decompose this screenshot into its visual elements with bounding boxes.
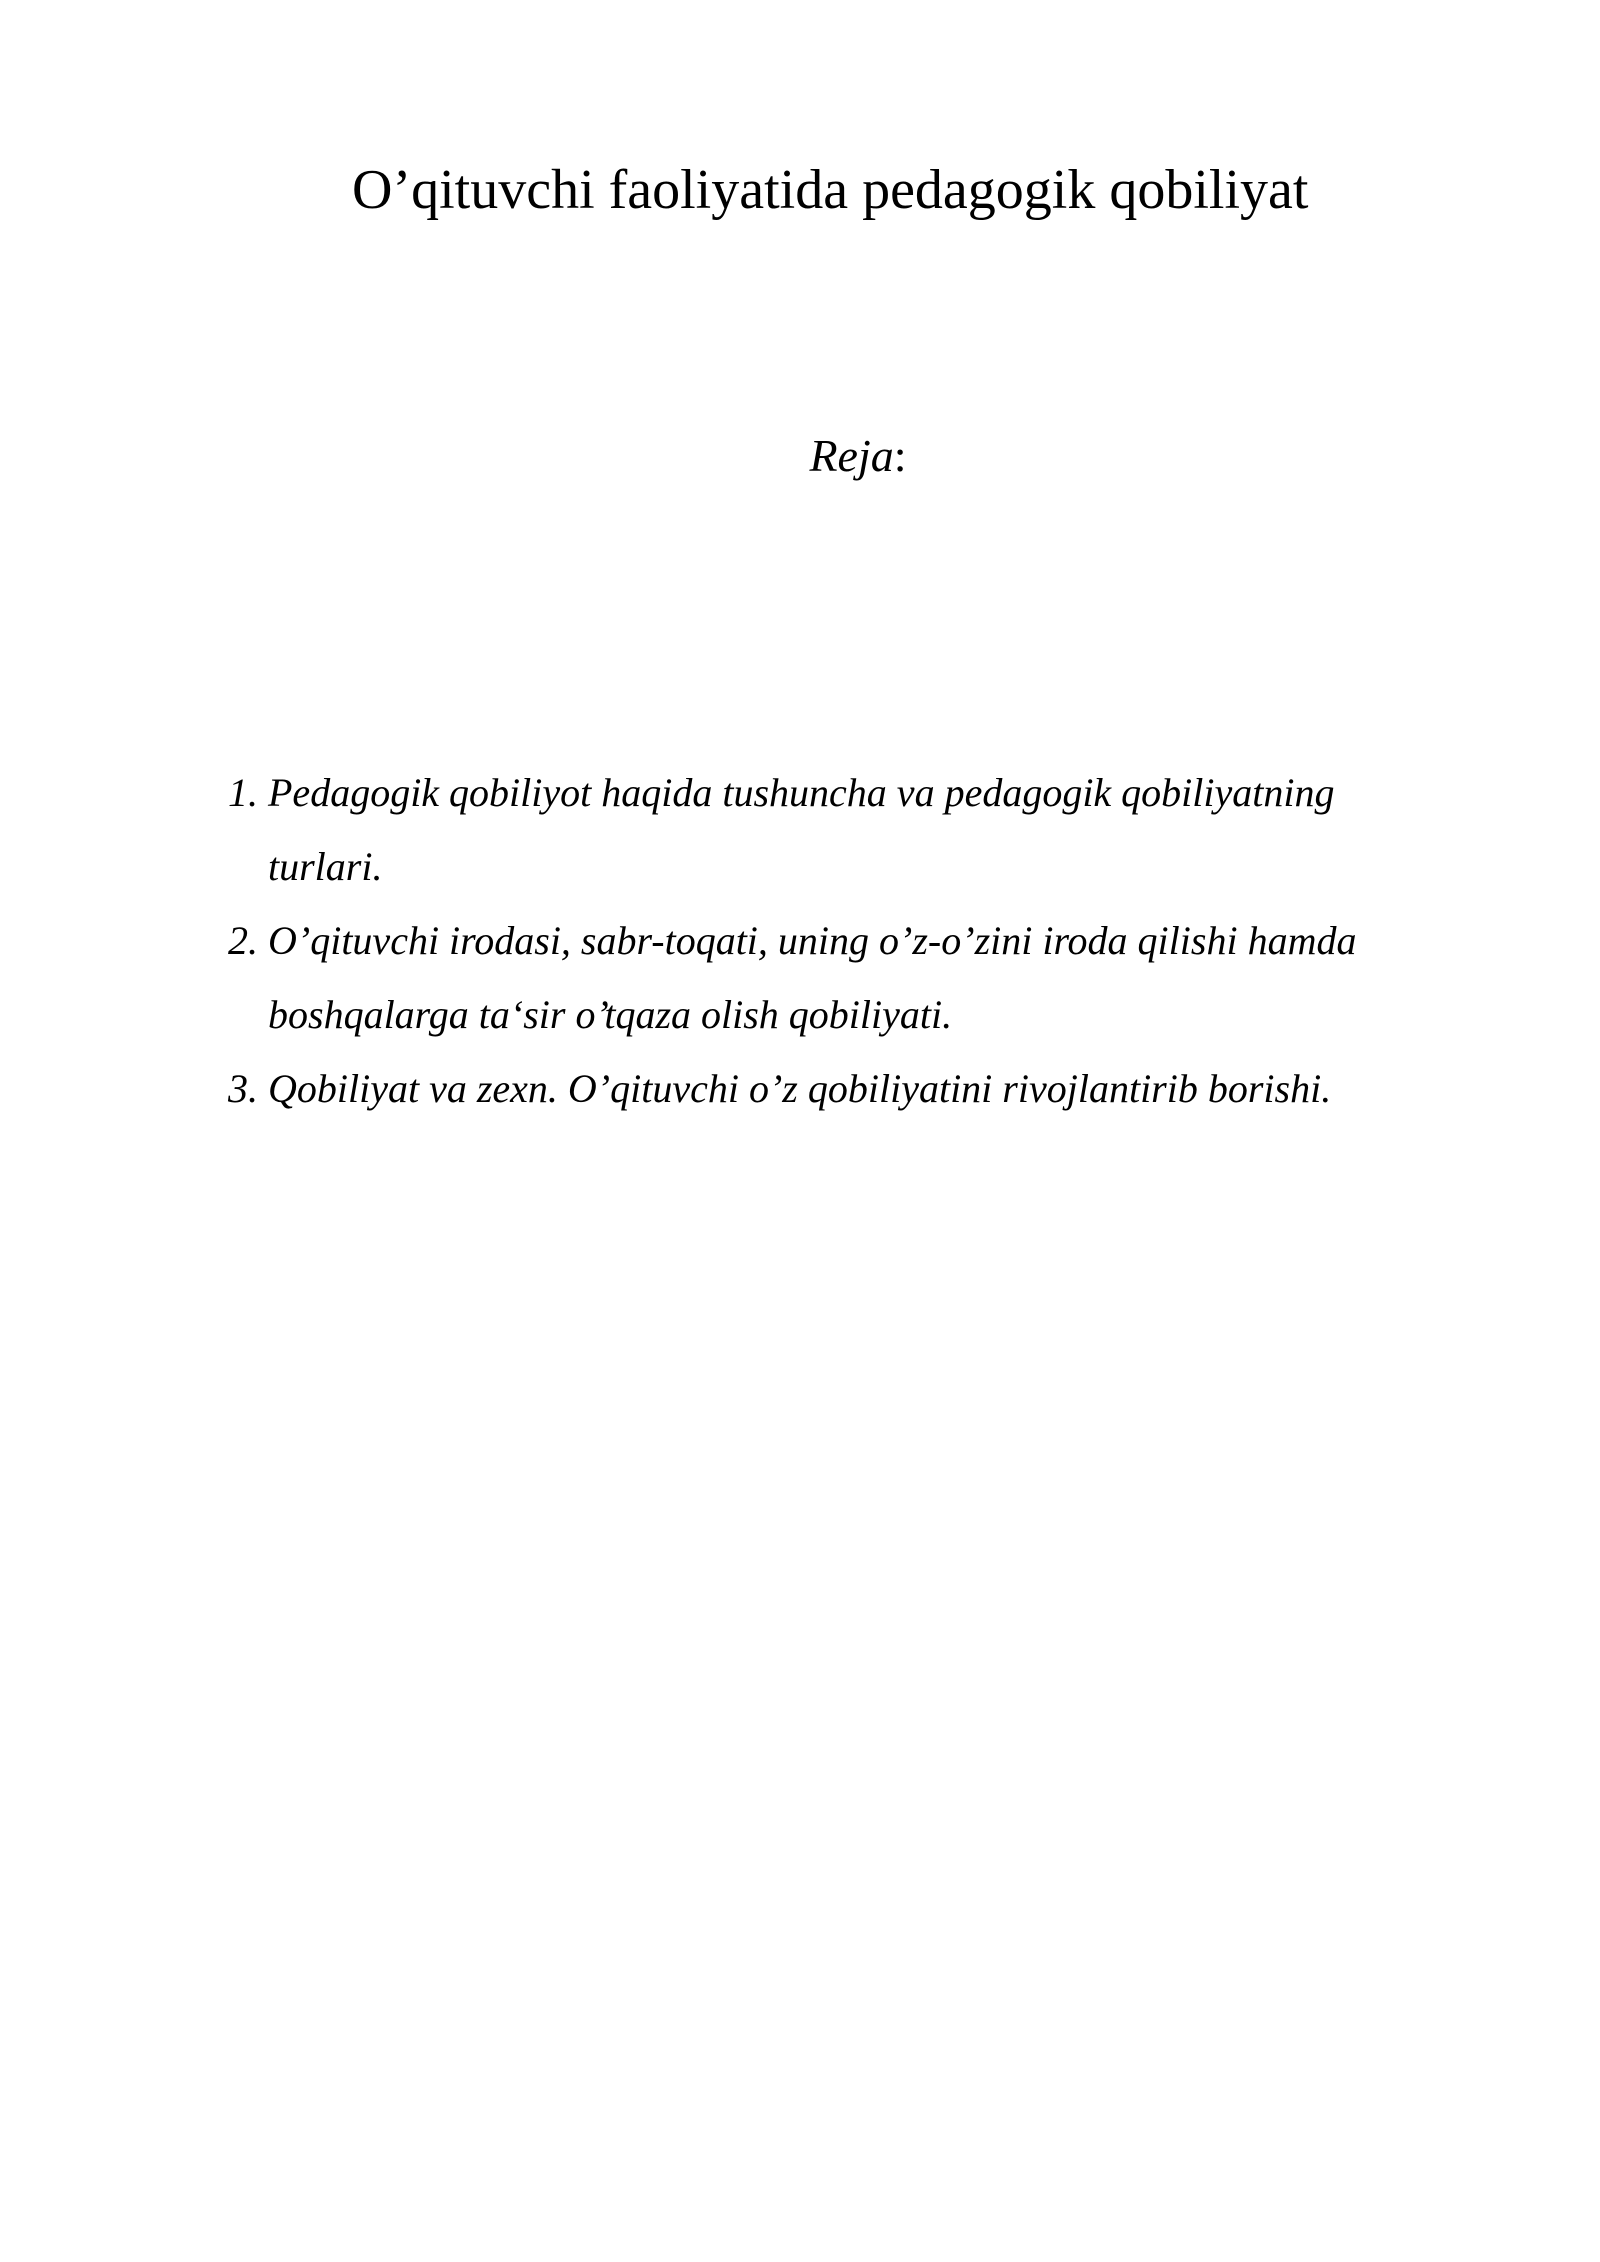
- plan-list: [228, 756, 1448, 1126]
- plan-item-1: [228, 756, 1448, 904]
- plan-item-text: Pedagogik qobiliyot haqida tushuncha va pedagogik qobiliyatning turlari.: [268, 770, 1335, 889]
- plan-item-3: [228, 1052, 1448, 1126]
- plan-item-text: Qobiliyat va zexn. O’qituvchi o’z qobiliyatini rivojlantirib borishi.: [268, 1066, 1332, 1111]
- plan-item-text: O’qituvchi irodasi, sabr-toqati, uning o’z-o’zini iroda qilishi hamda boshqalarga ta‘sir o’tqaza olish qobiliyati.: [268, 918, 1357, 1037]
- plan-item-number: 3.: [228, 1066, 258, 1111]
- plan-heading-word: Reja: [809, 430, 894, 481]
- plan-item-2: [228, 904, 1448, 1052]
- plan-heading-colon: :: [893, 430, 907, 481]
- plan-heading: [0, 424, 1600, 488]
- document-title: O’qituvchi faoliyatida pedagogik qobiliyat: [352, 159, 1309, 221]
- plan-item-number: 2.: [228, 918, 258, 963]
- plan-item-number: 1.: [228, 770, 258, 815]
